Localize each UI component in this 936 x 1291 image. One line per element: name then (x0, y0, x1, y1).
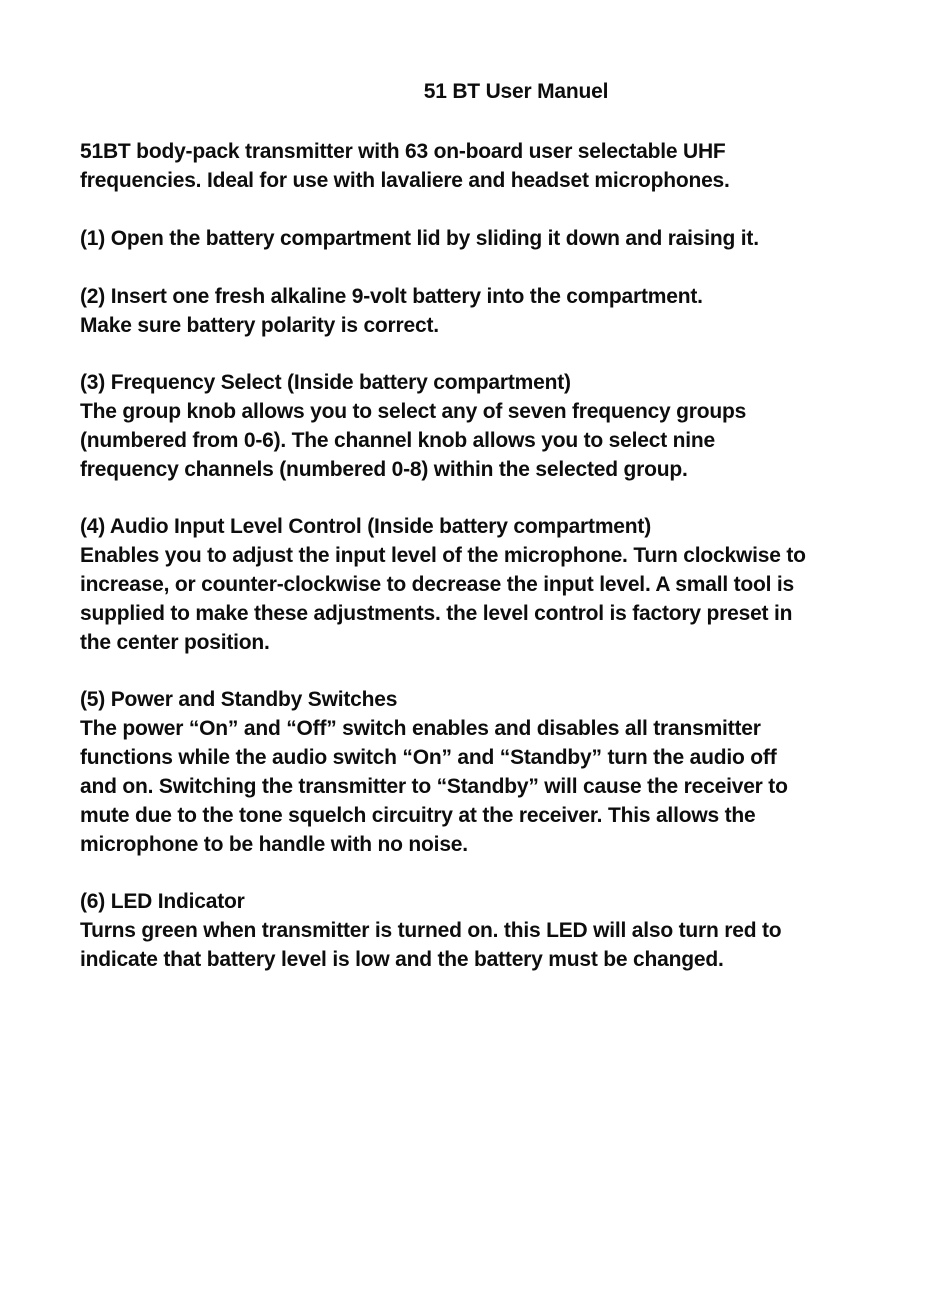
step3-line-2: The group knob allows you to select any of seven frequency groups (80, 400, 747, 423)
step3-line-4: frequency channels (numbered 0-8) within the selected group. (80, 458, 688, 481)
intro-line-2: frequencies. Ideal for use with lavaliere and headset microphones. (80, 169, 730, 192)
step2-line-1: (2) Insert one fresh alkaline 9-volt battery into the compartment. (80, 285, 703, 308)
step1-line-1: (1) Open the battery compartment lid by sliding it down and raising it. (80, 227, 759, 250)
step3-heading: (3) Frequency Select (Inside battery compartment) (80, 371, 571, 394)
step4-line-5: the center position. (80, 631, 270, 654)
step5-line-2: The power “On” and “Off” switch enables and disables all transmitter (80, 717, 761, 740)
step5-line-4: and on. Switching the transmitter to “Standby” will cause the receiver to (80, 775, 788, 798)
step5-line-3: functions while the audio switch “On” and “Standby” turn the audio off (80, 746, 777, 769)
step4-heading: (4) Audio Input Level Control (Inside battery compartment) (80, 515, 651, 538)
step5-line-5: mute due to the tone squelch circuitry at the receiver. This allows the (80, 804, 756, 827)
step2-line-2: Make sure battery polarity is correct. (80, 314, 439, 337)
step3-line-3: (numbered from 0-6). The channel knob allows you to select nine (80, 429, 716, 452)
step4-line-4: supplied to make these adjustments. the level control is factory preset in (80, 602, 793, 625)
step5-line-6: microphone to be handle with no noise. (80, 833, 468, 856)
step6-line-3: indicate that battery level is low and the battery must be changed. (80, 948, 724, 971)
step5-heading: (5) Power and Standby Switches (80, 688, 398, 711)
intro-line-1: 51BT body-pack transmitter with 63 on-board user selectable UHF (80, 140, 726, 163)
step6-line-2: Turns green when transmitter is turned on. this LED will also turn red to (80, 919, 782, 942)
step4-line-2: Enables you to adjust the input level of the microphone. Turn clockwise to (80, 544, 806, 567)
document-title: 51 BT User Manuel (423, 80, 609, 103)
step4-line-3: increase, or counter-clockwise to decrease the input level. A small tool is (80, 573, 795, 596)
step6-heading: (6) LED Indicator (80, 890, 245, 913)
